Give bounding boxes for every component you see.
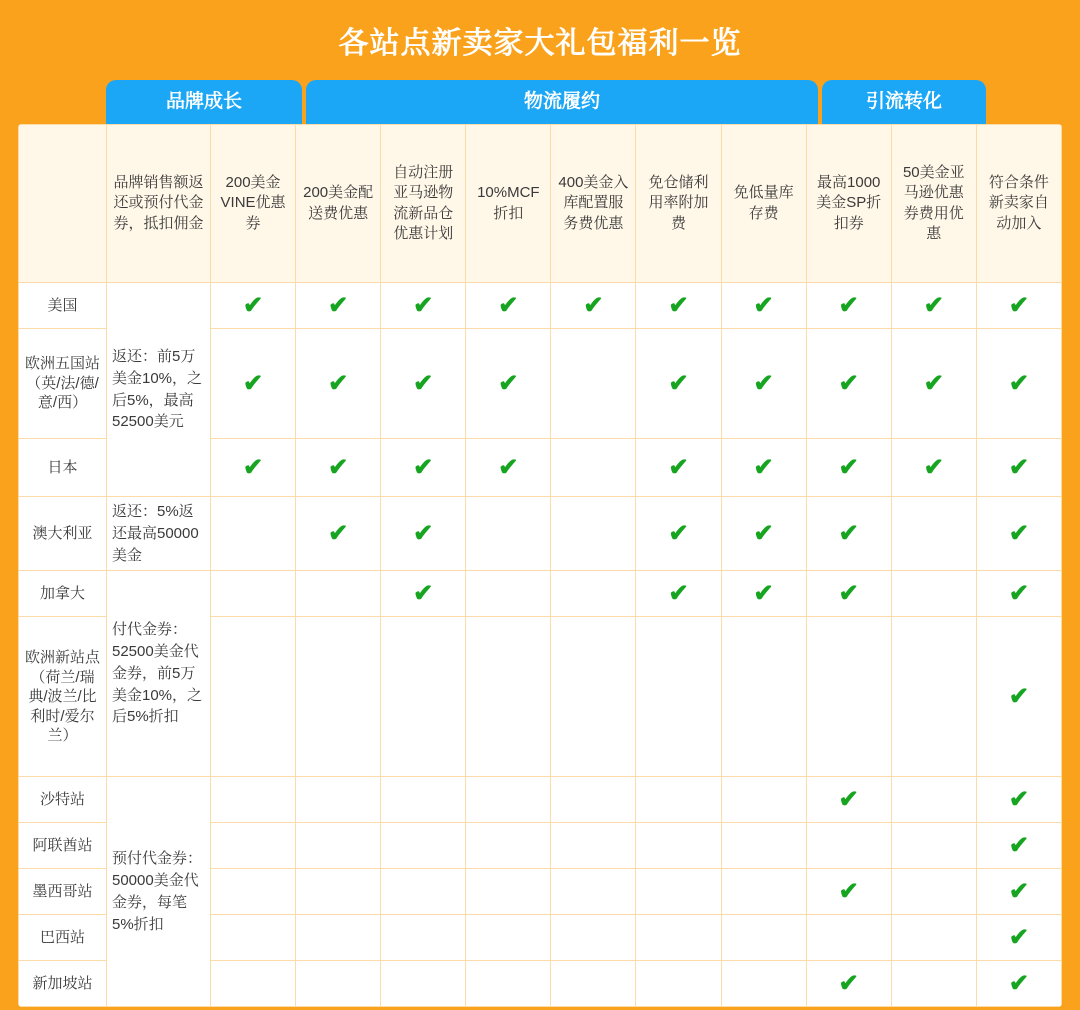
benefit-cell-empty [381, 777, 466, 823]
check-icon: ✔ [1008, 877, 1029, 905]
check-icon: ✔ [1008, 682, 1029, 710]
benefit-cell-empty [381, 869, 466, 915]
benefit-cell-checked [211, 283, 296, 329]
check-icon: ✔ [328, 519, 349, 547]
benefit-cell-checked [211, 329, 296, 439]
check-icon: ✔ [498, 369, 519, 397]
check-icon: ✔ [668, 453, 689, 481]
row-header-site: 新加坡站 [19, 961, 107, 1007]
benefit-cell-empty [551, 571, 636, 617]
benefit-cell-empty [466, 915, 551, 961]
benefit-cell-empty [211, 497, 296, 571]
benefit-cell-empty [636, 869, 721, 915]
check-icon: ✔ [328, 291, 349, 319]
column-header-10: 符合条件新卖家自动加入 [976, 125, 1061, 283]
benefit-cell-checked [551, 283, 636, 329]
benefit-cell-empty [381, 617, 466, 777]
check-icon: ✔ [413, 453, 434, 481]
row-header-site: 阿联酋站 [19, 823, 107, 869]
benefit-cell-empty [551, 329, 636, 439]
benefit-cell-empty [636, 617, 721, 777]
row-header-site: 沙特站 [19, 777, 107, 823]
check-icon: ✔ [413, 369, 434, 397]
benefit-cell-empty [466, 571, 551, 617]
benefit-cell-empty [296, 777, 381, 823]
brand-benefit-cell: 返还：前5万美金10%，之后5%，最高52500美元 [107, 283, 211, 497]
benefit-cell-empty [211, 961, 296, 1007]
column-header-5: 400美金入库配置服务费优惠 [551, 125, 636, 283]
column-header-6: 免仓储利用率附加费 [636, 125, 721, 283]
check-icon: ✔ [1008, 785, 1029, 813]
check-icon: ✔ [413, 291, 434, 319]
column-header-8: 最高1000美金SP折扣券 [806, 125, 891, 283]
benefit-cell-checked [976, 439, 1061, 497]
benefit-cell-checked [721, 439, 806, 497]
table-body [19, 283, 1062, 1007]
benefit-cell-checked [891, 329, 976, 439]
group-tab-traffic: 引流转化 [822, 80, 986, 124]
check-icon: ✔ [838, 579, 859, 607]
column-header-7: 免低量库存费 [721, 125, 806, 283]
benefit-cell-empty [381, 961, 466, 1007]
benefit-cell-empty [551, 617, 636, 777]
check-icon: ✔ [498, 453, 519, 481]
table-header [19, 125, 1062, 283]
benefit-cell-checked [806, 329, 891, 439]
check-icon: ✔ [923, 453, 944, 481]
row-header-site: 加拿大 [19, 571, 107, 617]
benefit-cell-checked [636, 571, 721, 617]
row-header-site: 欧洲新站点（荷兰/瑞典/波兰/比利时/爱尔兰） [19, 617, 107, 777]
benefit-cell-checked [466, 329, 551, 439]
benefit-cell-empty [891, 777, 976, 823]
benefit-cell-empty [891, 823, 976, 869]
row-header-site: 日本 [19, 439, 107, 497]
benefit-cell-empty [466, 869, 551, 915]
check-icon: ✔ [242, 453, 264, 481]
brand-benefit-cell: 付代金券：52500美金代金券，前5万美金10%，之后5%折扣 [107, 571, 211, 777]
benefit-cell-empty [466, 497, 551, 571]
benefit-cell-checked [721, 283, 806, 329]
benefit-cell-empty [296, 571, 381, 617]
benefit-cell-empty [211, 915, 296, 961]
benefit-cell-checked [296, 497, 381, 571]
check-icon: ✔ [838, 785, 859, 813]
row-header-site: 欧洲五国站（英/法/德/意/西） [19, 329, 107, 439]
benefit-cell-empty [891, 617, 976, 777]
check-icon: ✔ [668, 519, 689, 547]
benefit-cell-empty [466, 777, 551, 823]
check-icon: ✔ [1008, 519, 1029, 547]
benefit-cell-empty [891, 869, 976, 915]
check-icon: ✔ [242, 369, 264, 397]
benefit-cell-empty [466, 823, 551, 869]
benefit-cell-checked [976, 823, 1061, 869]
benefit-cell-empty [636, 777, 721, 823]
benefit-cell-checked [806, 869, 891, 915]
benefit-cell-empty [211, 823, 296, 869]
benefit-cell-empty [296, 961, 381, 1007]
benefit-cell-empty [806, 915, 891, 961]
benefit-cell-empty [551, 869, 636, 915]
table-row [19, 571, 1062, 617]
benefit-cell-empty [296, 823, 381, 869]
benefit-cell-checked [636, 439, 721, 497]
check-icon: ✔ [1008, 453, 1029, 481]
benefit-cell-empty [721, 617, 806, 777]
benefit-cell-checked [976, 869, 1061, 915]
column-header-3: 自动注册亚马逊物流新品仓优惠计划 [381, 125, 466, 283]
brand-benefit-cell: 预付代金券：50000美金代金券，每笔5%折扣 [107, 777, 211, 1007]
column-header-4: 10%MCF折扣 [466, 125, 551, 283]
page-title: 各站点新卖家大礼包福利一览 [338, 27, 742, 60]
column-header-2: 200美金配送费优惠 [296, 125, 381, 283]
group-tab-logistics: 物流履约 [306, 80, 818, 124]
benefit-cell-empty [636, 961, 721, 1007]
benefit-cell-checked [721, 497, 806, 571]
table-row [19, 777, 1062, 823]
check-icon: ✔ [1008, 291, 1029, 319]
check-icon: ✔ [498, 291, 519, 319]
check-icon: ✔ [753, 519, 774, 547]
check-icon: ✔ [668, 579, 689, 607]
benefit-cell-checked [721, 571, 806, 617]
check-icon: ✔ [1008, 831, 1029, 859]
benefit-cell-checked [381, 283, 466, 329]
check-icon: ✔ [1008, 969, 1029, 997]
benefit-cell-empty [891, 497, 976, 571]
benefit-cell-empty [466, 617, 551, 777]
benefit-cell-empty [891, 571, 976, 617]
benefit-cell-checked [806, 497, 891, 571]
brand-benefit-cell: 返还：5%返还最高50000美金 [107, 497, 211, 571]
group-tab-bar [18, 76, 1062, 124]
benefit-cell-checked [636, 329, 721, 439]
column-header-0: 品牌销售额返还或预付代金券，抵扣佣金 [107, 125, 211, 283]
check-icon: ✔ [242, 291, 264, 319]
check-icon: ✔ [668, 291, 689, 319]
benefit-cell-checked [296, 283, 381, 329]
benefit-cell-empty [551, 439, 636, 497]
benefit-cell-checked [976, 283, 1061, 329]
check-icon: ✔ [838, 291, 859, 319]
benefit-cell-empty [211, 571, 296, 617]
group-tab-brand-growth: 品牌成长 [106, 80, 302, 124]
check-icon: ✔ [583, 291, 604, 319]
row-header-site: 巴西站 [19, 915, 107, 961]
check-icon: ✔ [753, 453, 774, 481]
check-icon: ✔ [753, 579, 774, 607]
check-icon: ✔ [413, 579, 434, 607]
column-header-1: 200美金VINE优惠券 [211, 125, 296, 283]
row-header-site: 澳大利亚 [19, 497, 107, 571]
benefit-cell-empty [721, 777, 806, 823]
check-icon: ✔ [668, 369, 689, 397]
benefit-cell-checked [636, 497, 721, 571]
benefit-cell-empty [211, 777, 296, 823]
benefit-cell-checked [976, 329, 1061, 439]
check-icon: ✔ [413, 519, 434, 547]
benefit-cell-checked [806, 777, 891, 823]
benefit-cell-empty [381, 823, 466, 869]
benefit-cell-checked [806, 571, 891, 617]
check-icon: ✔ [328, 453, 349, 481]
check-icon: ✔ [923, 369, 944, 397]
benefit-cell-checked [976, 915, 1061, 961]
benefit-cell-checked [976, 617, 1061, 777]
benefit-cell-empty [296, 869, 381, 915]
benefit-cell-checked [806, 439, 891, 497]
check-icon: ✔ [1008, 579, 1029, 607]
benefit-cell-empty [466, 961, 551, 1007]
benefit-cell-checked [636, 283, 721, 329]
benefit-cell-checked [381, 329, 466, 439]
benefit-cell-checked [296, 439, 381, 497]
benefit-cell-checked [976, 961, 1061, 1007]
header-corner [19, 125, 107, 283]
table-row [19, 497, 1062, 571]
benefit-cell-checked [891, 439, 976, 497]
benefit-cell-empty [551, 497, 636, 571]
benefit-cell-empty [381, 915, 466, 961]
benefit-cell-empty [296, 915, 381, 961]
check-icon: ✔ [753, 291, 774, 319]
benefit-cell-checked [976, 497, 1061, 571]
benefit-cell-empty [551, 777, 636, 823]
check-icon: ✔ [1008, 923, 1029, 951]
benefit-cell-empty [891, 961, 976, 1007]
check-icon: ✔ [838, 453, 859, 481]
benefit-cell-checked [296, 329, 381, 439]
benefit-cell-checked [806, 961, 891, 1007]
header-row [19, 125, 1062, 283]
benefit-cell-empty [551, 823, 636, 869]
check-icon: ✔ [838, 369, 859, 397]
benefit-cell-checked [211, 439, 296, 497]
benefit-cell-empty [806, 617, 891, 777]
benefit-cell-empty [296, 617, 381, 777]
table-row [19, 283, 1062, 329]
check-icon: ✔ [1008, 369, 1029, 397]
benefit-cell-checked [891, 283, 976, 329]
row-header-site: 美国 [19, 283, 107, 329]
check-icon: ✔ [328, 369, 349, 397]
benefit-cell-empty [551, 961, 636, 1007]
benefit-cell-empty [806, 823, 891, 869]
benefit-cell-checked [976, 571, 1061, 617]
benefit-cell-empty [721, 961, 806, 1007]
benefit-cell-checked [976, 777, 1061, 823]
check-icon: ✔ [923, 291, 944, 319]
benefit-cell-checked [466, 283, 551, 329]
benefit-cell-checked [466, 439, 551, 497]
benefits-table [18, 124, 1062, 1007]
benefit-cell-empty [211, 617, 296, 777]
check-icon: ✔ [753, 369, 774, 397]
benefit-cell-empty [721, 915, 806, 961]
benefit-cell-checked [806, 283, 891, 329]
benefit-cell-checked [381, 497, 466, 571]
check-icon: ✔ [838, 969, 859, 997]
row-header-site: 墨西哥站 [19, 869, 107, 915]
check-icon: ✔ [838, 877, 859, 905]
benefits-table-wrapper [18, 124, 1062, 1007]
benefit-cell-empty [721, 823, 806, 869]
benefit-cell-empty [891, 915, 976, 961]
benefit-cell-checked [721, 329, 806, 439]
column-header-9: 50美金亚马逊优惠券费用优惠 [891, 125, 976, 283]
benefit-cell-empty [636, 915, 721, 961]
benefit-cell-empty [551, 915, 636, 961]
benefit-cell-checked [381, 571, 466, 617]
benefit-cell-empty [211, 869, 296, 915]
benefit-cell-checked [381, 439, 466, 497]
benefit-cell-empty [721, 869, 806, 915]
benefit-cell-empty [636, 823, 721, 869]
check-icon: ✔ [838, 519, 859, 547]
